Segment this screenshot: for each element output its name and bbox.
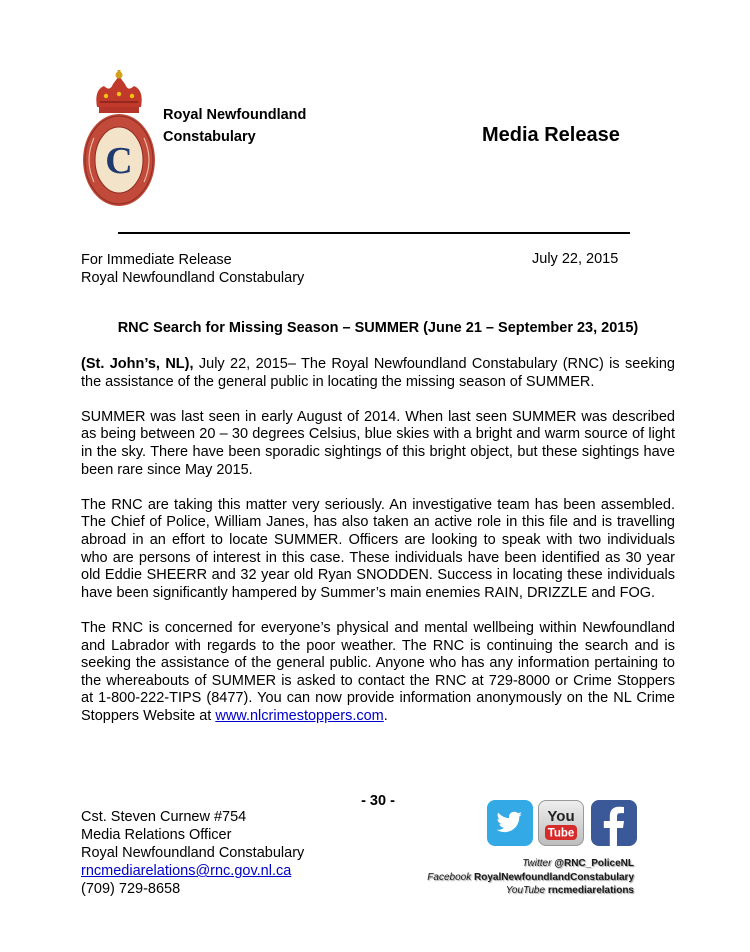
release-date: July 22, 2015 xyxy=(532,251,619,267)
facebook-handle: RoyalNewfoundlandConstabulary xyxy=(473,871,634,883)
contact-phone: (709) 729-8658 xyxy=(81,881,181,897)
issuer: Royal Newfoundland Constabulary xyxy=(81,270,305,286)
headline: RNC Search for Missing Season – SUMMER (June 21 – September 23, 2015) xyxy=(117,320,639,336)
crown-icon xyxy=(96,70,141,113)
contact-email-link[interactable]: rncmediarelations@rnc.gov.nl.ca xyxy=(81,863,292,879)
paragraph-4 xyxy=(81,620,675,726)
paragraph-3: The RNC are taking this matter very seriously. An investigative team has been assembled. The Chief of Police, William Janes, has also taken an active role in this file and is travelling abroad in an effort to locate SUMMER. Officers are looking to speak with two individuals who are persons of interest in this case. These individuals have been identified as 30 year old Eddie SHEERR and 32 year old Ryan SNODDEN. Success in locating these individuals have been significantly hampered by Summer’s main enemies RAIN, DRIZZLE and FOG. xyxy=(81,496,675,601)
paragraph-1 xyxy=(81,356,675,391)
document-type-title: Media Release xyxy=(482,124,620,146)
paragraph-1-text: July 22, 2015– The Royal Newfoundland Constabulary (RNC) is seeking the assistance of the general public in locating the missing season of SUMMER. xyxy=(81,356,675,390)
youtube-handle-line xyxy=(400,884,634,898)
facebook-icon[interactable] xyxy=(591,800,637,846)
paragraph-2: SUMMER was last seen in early August of 2014. When last seen SUMMER was described as being between 20 – 30 degrees Celsius, blue skies with a bright and warm source of light in the sky. There have been sporadic sightings of this bright object, but these sightings have been rare since May 2015. xyxy=(81,408,675,478)
svg-text:You: You xyxy=(547,808,575,825)
org-line-1: Royal Newfoundland xyxy=(163,107,307,123)
social-handles xyxy=(400,857,634,898)
header-divider xyxy=(118,232,630,234)
contact-title: Media Relations Officer xyxy=(81,827,232,843)
release-body xyxy=(81,356,675,743)
rnc-crest-logo xyxy=(80,70,158,210)
contact-name: Cst. Steven Curnew #754 xyxy=(81,809,247,825)
release-type: For Immediate Release xyxy=(81,252,232,268)
youtube-handle: rncmediarelations xyxy=(547,885,634,896)
facebook-handle-line xyxy=(400,871,634,885)
svg-text:C: C xyxy=(105,140,133,182)
organization-name xyxy=(163,104,306,148)
paragraph-4-end: . xyxy=(383,707,388,724)
org-line-2: Constabulary xyxy=(163,129,256,145)
twitter-handle: @RNC_PoliceNL xyxy=(554,858,634,869)
paragraph-4-text: The RNC is concerned for everyone’s physical and mental wellbeing within Newfoundland and Labrador with regards to the poor weather. The RNC is continuing the search and is seeking the assistance of the general public. Anyone who has any information pertaining to the whereabouts of SUMMER is asked to contact the RNC at 729-8000 or Crime Stoppers at 1-800-222-TIPS (8477). You can now provide information anonymously on the NL Crime Stoppers Website at xyxy=(81,619,675,724)
facebook-label: Facebook xyxy=(427,871,472,883)
contact-org: Royal Newfoundland Constabulary xyxy=(81,845,305,861)
crimestoppers-link[interactable]: www.nlcrimestoppers.com xyxy=(215,707,384,724)
twitter-icon[interactable] xyxy=(487,800,533,846)
release-meta xyxy=(81,251,304,287)
twitter-label: Twitter xyxy=(522,858,552,869)
svg-text:Tube: Tube xyxy=(547,827,575,840)
dateline: (St. John’s, NL), xyxy=(81,356,194,372)
twitter-handle-line xyxy=(400,857,634,871)
youtube-label: YouTube xyxy=(505,885,546,896)
youtube-icon[interactable] xyxy=(538,800,584,846)
contact-block xyxy=(81,808,304,898)
end-marker: - 30 - xyxy=(361,793,395,809)
